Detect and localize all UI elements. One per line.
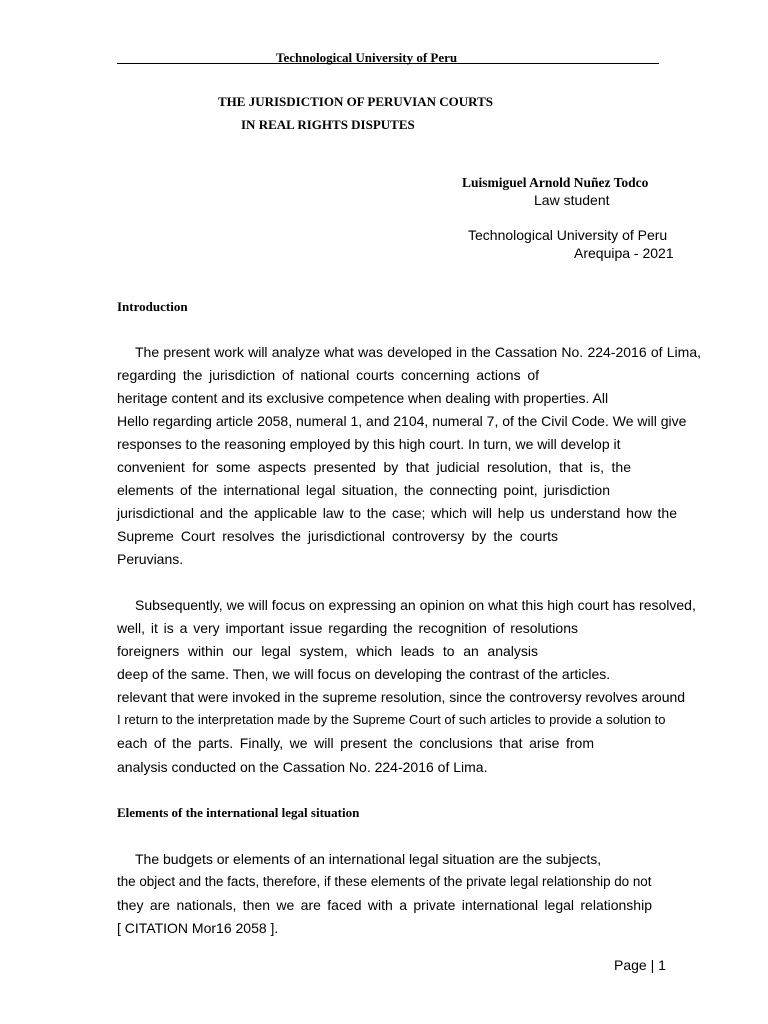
document-title-line-2: IN REAL RIGHTS DISPUTES xyxy=(241,117,415,132)
author-institution: Technological University of Peru xyxy=(468,227,668,243)
paragraph-line: The present work will analyze what was developed in the Cassation No. 224-2016 of Lima, xyxy=(135,344,701,360)
author-name: Luismiguel Arnold Nuñez Todco xyxy=(462,175,649,190)
paragraph-line: responses to the reasoning employed by this high court. In turn, we will develop it xyxy=(117,436,621,452)
paragraph-line: the object and the facts, therefore, if these elements of the private legal relationship do not xyxy=(117,874,652,889)
paragraph-line: regarding the jurisdiction of national courts concerning actions of xyxy=(117,367,539,383)
paragraph-line: deep of the same. Then, we will focus on developing the contrast of the articles. xyxy=(117,666,611,682)
paragraph-line: each of the parts. Finally, we will present the conclusions that arise from xyxy=(117,735,594,751)
author-role: Law student xyxy=(534,192,610,208)
paragraph-line: jurisdictional and the applicable law to the case; which will help us understand how the xyxy=(117,505,677,521)
running-header: Technological University of Peru xyxy=(276,50,458,65)
paragraph-line: [ CITATION Mor16 2058 ]. xyxy=(117,920,279,936)
section-heading-introduction: Introduction xyxy=(117,299,188,314)
header-rule xyxy=(117,63,659,64)
paragraph-line: convenient for some aspects presented by that judicial resolution, that is, the xyxy=(117,459,631,475)
paragraph-line: Peruvians. xyxy=(117,551,184,567)
paragraph-line: foreigners within our legal system, which leads to an analysis xyxy=(117,643,538,659)
paragraph-line: Supreme Court resolves the jurisdictional controversy by the courts xyxy=(117,528,558,544)
paragraph-line: analysis conducted on the Cassation No. 224-2016 of Lima. xyxy=(117,759,488,775)
paragraph-line: heritage content and its exclusive competence when dealing with properties. All xyxy=(117,390,609,406)
paragraph-line: Subsequently, we will focus on expressing an opinion on what this high court has resolved, xyxy=(135,597,696,613)
paragraph-line: well, it is a very important issue regarding the recognition of resolutions xyxy=(117,620,578,636)
paragraph-line: Hello regarding article 2058, numeral 1, and 2104, numeral 7, of the Civil Code. We will give xyxy=(117,413,687,429)
author-place-year: Arequipa - 2021 xyxy=(574,245,674,261)
section-heading-elements: Elements of the international legal situation xyxy=(117,805,360,820)
paragraph-line: I return to the interpretation made by the Supreme Court of such articles to provide a solution to xyxy=(117,712,666,727)
paragraph-line: relevant that were invoked in the supreme resolution, since the controversy revolves around xyxy=(117,689,686,705)
page-number: Page | 1 xyxy=(614,957,666,973)
paragraph-line: they are nationals, then we are faced with a private international legal relationship xyxy=(117,897,652,913)
document-title-line-1: THE JURISDICTION OF PERUVIAN COURTS xyxy=(218,94,493,109)
paragraph-line: elements of the international legal situation, the connecting point, jurisdiction xyxy=(117,482,610,498)
paragraph-line: The budgets or elements of an international legal situation are the subjects, xyxy=(135,851,602,867)
